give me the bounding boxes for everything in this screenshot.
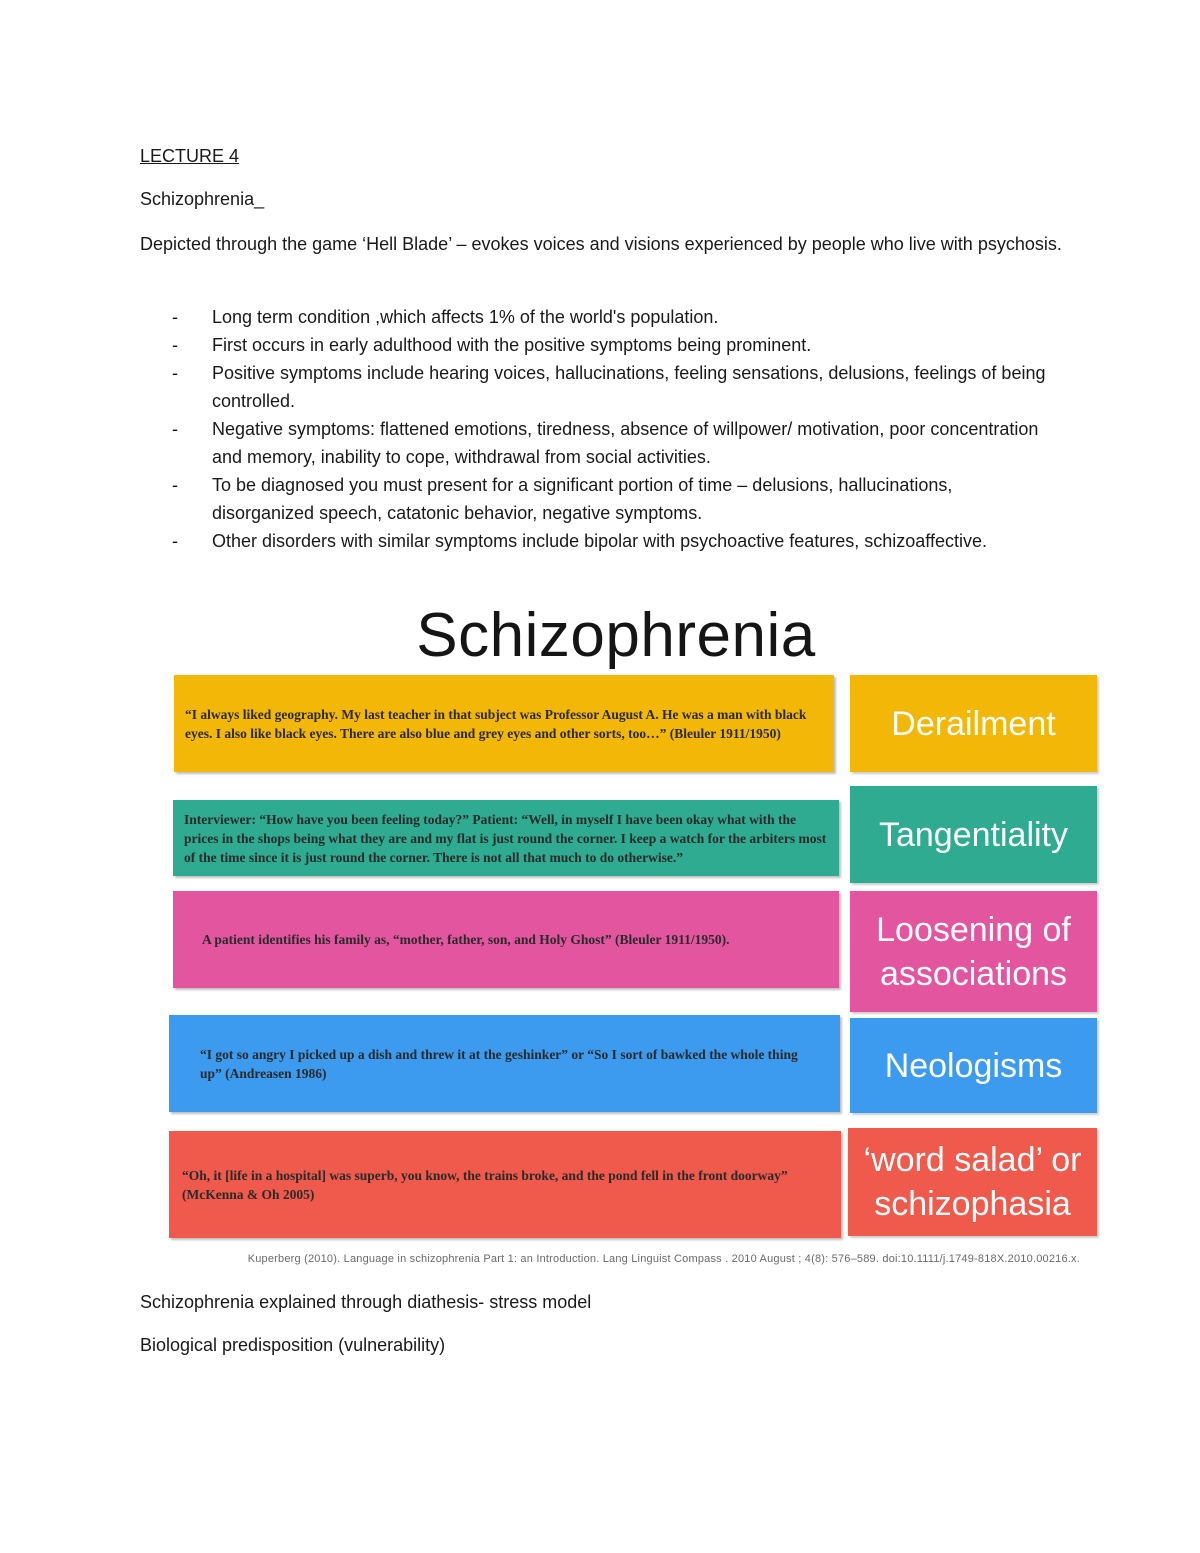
topic-title: Schizophrenia_ bbox=[140, 189, 265, 209]
label-box-word-salad bbox=[848, 1128, 1097, 1236]
quote-text: “I always liked geography. My last teacher in that subject was Professor August A. He was a man with black eyes. I also like black eyes. There are also blue and grey eyes and other sorts, too…” (Bleuler 1911/1950) bbox=[185, 706, 807, 741]
bullet-dash: - bbox=[172, 307, 178, 327]
intro-paragraph: Depicted through the game ‘Hell Blade’ – evokes voices and visions experienced by people who live with psychosis. bbox=[140, 234, 1062, 254]
label-box-derailment bbox=[850, 675, 1097, 772]
label-box-loosening bbox=[850, 891, 1097, 1012]
label-box-neologisms bbox=[850, 1018, 1097, 1113]
label-text: Tangentiality bbox=[878, 815, 1068, 854]
quote-text: “Oh, it [life in a hospital] was superb, you know, the trains broke, and the pond fell in the front doorway” (McKenna & Oh 2005) bbox=[182, 1167, 788, 1202]
bullet-text: Positive symptoms include hearing voices, hallucinations, feeling sensations, delusions, feelings of being controlled. bbox=[212, 363, 1046, 411]
bullet-dash: - bbox=[172, 531, 178, 551]
bullet-list bbox=[170, 303, 1050, 555]
bullet-text: Long term condition ,which affects 1% of the world's population. bbox=[212, 307, 719, 327]
quote-box-derailment bbox=[174, 675, 834, 772]
bullet-item bbox=[170, 415, 1050, 471]
bullet-dash: - bbox=[172, 475, 178, 495]
bullet-dash: - bbox=[172, 419, 178, 439]
quote-text: A patient identifies his family as, “mother, father, son, and Holy Ghost” (Bleuler 1911/1950). bbox=[202, 932, 730, 947]
diathesis-stress-line: Schizophrenia explained through diathesis- stress model bbox=[140, 1292, 592, 1312]
bullet-item bbox=[170, 471, 1050, 527]
bullet-item bbox=[170, 331, 1050, 359]
bullet-dash: - bbox=[172, 363, 178, 383]
label-text: Loosening of associations bbox=[876, 910, 1071, 993]
quote-text: “I got so angry I picked up a dish and threw it at the geshinker” or “So I sort of bawked the whole thing up” (Andreasen 1986) bbox=[200, 1046, 798, 1081]
label-text: Neologisms bbox=[884, 1046, 1063, 1085]
quote-box-loosening bbox=[173, 891, 839, 988]
label-text: ‘word salad’ or schizophasia bbox=[863, 1141, 1082, 1223]
quote-box-word-salad bbox=[169, 1131, 841, 1238]
figure-title: Schizophrenia bbox=[416, 601, 816, 670]
label-box-tangentiality bbox=[850, 786, 1097, 883]
predisposition-line: Biological predisposition (vulnerability) bbox=[140, 1335, 446, 1355]
lecture-heading: LECTURE 4 bbox=[140, 146, 240, 166]
bullet-item bbox=[170, 527, 1050, 555]
quote-box-neologisms bbox=[169, 1015, 840, 1112]
bullet-text: First occurs in early adulthood with the positive symptoms being prominent. bbox=[212, 335, 812, 355]
bullet-item bbox=[170, 359, 1050, 415]
label-text: Derailment bbox=[891, 704, 1056, 743]
bullet-text: Negative symptoms: flattened emotions, tiredness, absence of willpower/ motivation, poor concentration and memory, inability to cope, withdrawal from social activities. bbox=[212, 419, 1039, 467]
bullet-item bbox=[170, 303, 1050, 331]
quote-text: Interviewer: “How have you been feeling today?” Patient: “Well, in myself I have been okay what with the prices in the shops being what they are and my flat is just round the corner. I keep a watch for the arbiters most of the time since it is just round the corner. There is not all that much to do otherwise.” bbox=[184, 811, 827, 865]
bullet-text: Other disorders with similar symptoms include bipolar with psychoactive features, schizoaffective. bbox=[212, 531, 987, 551]
bullet-dash: - bbox=[172, 335, 178, 355]
figure-citation: Kuperberg (2010). Language in schizophrenia Part 1: an Introduction. Lang Linguist Compass . 2010 August ; 4(8): 576–589. doi:10.1111/j.1749-818X.2010.00216.x. bbox=[247, 1253, 1080, 1265]
quote-box-tangentiality bbox=[173, 800, 839, 876]
bullet-text: To be diagnosed you must present for a significant portion of time – delusions, hallucinations, disorganized speech, catatonic behavior, negative symptoms. bbox=[212, 475, 953, 523]
